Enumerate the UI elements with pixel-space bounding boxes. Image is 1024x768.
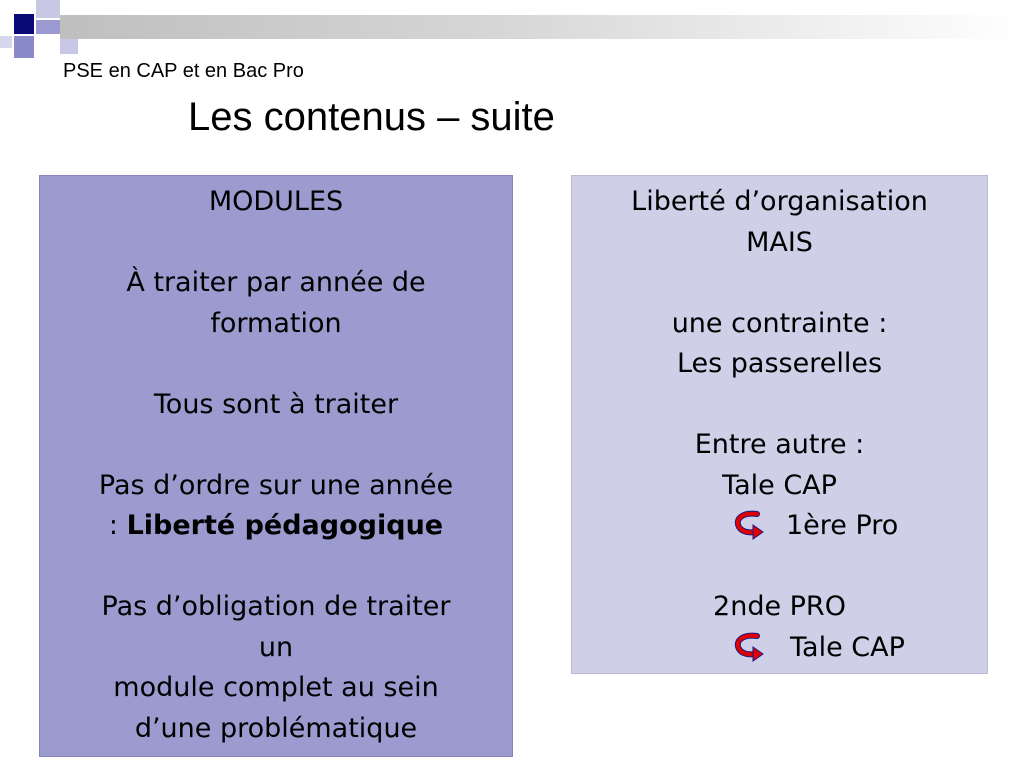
curved-arrow-icon <box>731 510 765 540</box>
corner-square-mid <box>14 36 34 58</box>
organisation-line: 2nde PRO <box>713 591 846 622</box>
modules-line: un <box>258 631 294 663</box>
corner-square-light <box>0 36 12 48</box>
organisation-line: Tale CAP <box>790 631 905 663</box>
modules-line: module complet au sein <box>113 672 439 703</box>
spacer <box>44 547 508 588</box>
corner-square-light <box>36 0 60 18</box>
organisation-line: une contrainte : <box>671 307 888 339</box>
modules-box <box>39 175 513 757</box>
organisation-line: 1ère Pro <box>786 510 899 541</box>
organisation-line: Tale CAP <box>722 469 837 501</box>
spacer <box>576 263 983 304</box>
modules-line: Pas d’ordre sur une année <box>98 469 454 501</box>
curved-arrow-icon <box>731 632 765 662</box>
slide-subtitle: PSE en CAP et en Bac Pro <box>63 60 304 82</box>
modules-line: Tous sont à traiter <box>153 388 399 420</box>
corner-square-mid <box>36 20 60 34</box>
passerelle-row-2 <box>576 628 983 669</box>
corner-square-dark <box>14 14 34 34</box>
passerelle-row-1 <box>576 506 983 547</box>
organisation-line: Liberté d’organisation <box>631 186 928 217</box>
spacer <box>576 385 983 426</box>
modules-line-prefix: : <box>108 510 127 541</box>
spacer <box>576 547 983 588</box>
organisation-box <box>571 175 988 674</box>
slide-title: Les contenus – suite <box>188 95 555 139</box>
spacer <box>44 223 508 264</box>
modules-heading: MODULES <box>208 186 344 217</box>
header-gradient-bar <box>60 15 1024 39</box>
organisation-line: Entre autre : <box>694 429 865 460</box>
spacer <box>44 344 508 385</box>
spacer <box>44 425 508 466</box>
modules-line: d’une problématique <box>134 712 418 744</box>
organisation-line: Les passerelles <box>676 348 883 379</box>
modules-line: formation <box>210 307 342 339</box>
modules-line: À traiter par année de <box>126 267 426 298</box>
modules-line-bold <box>44 506 508 547</box>
modules-line: Pas d’obligation de traiter <box>101 591 451 622</box>
liberte-pedagogique-text: Liberté pédagogique <box>126 510 444 541</box>
organisation-line: MAIS <box>746 226 813 258</box>
